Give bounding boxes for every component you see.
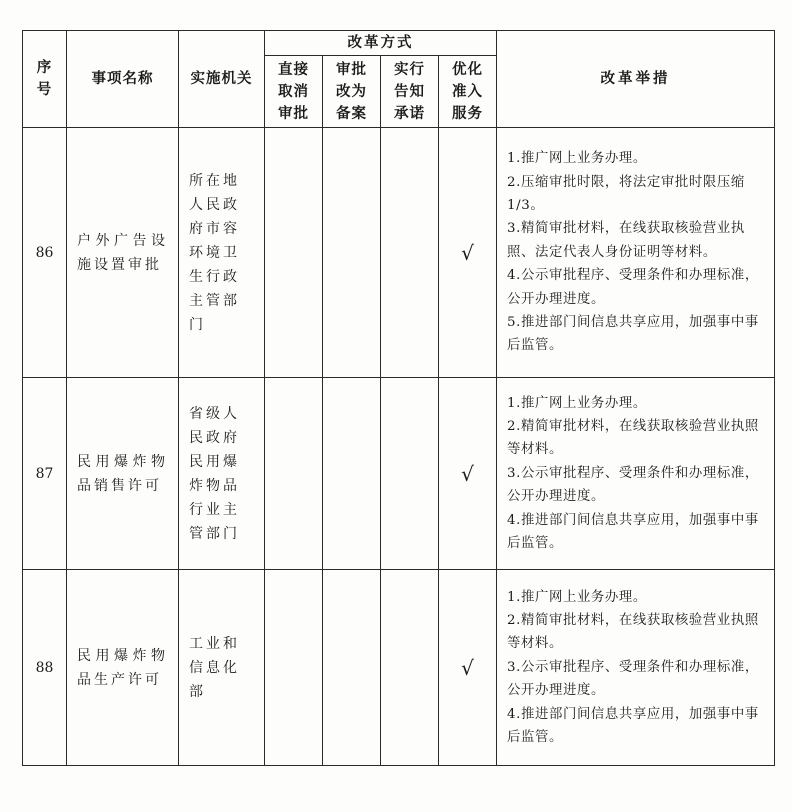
row-measures <box>497 378 775 570</box>
header-name: 事项名称 <box>67 31 179 128</box>
row-item-name: 民用爆炸物品销售许可 <box>67 378 179 570</box>
row-to-record <box>323 378 381 570</box>
table-row <box>23 378 775 570</box>
measure-item: 5.推进部门间信息共享应用，加强事中事后监管。 <box>507 315 759 354</box>
row-notify-commit <box>381 128 439 378</box>
row-measures <box>497 570 775 766</box>
row-to-record <box>323 570 381 766</box>
row-direct-cancel <box>265 378 323 570</box>
row-direct-cancel <box>265 570 323 766</box>
measure-item: 2.精简审批材料，在线获取核验营业执照等材料。 <box>507 612 759 652</box>
table-row <box>23 128 775 378</box>
header-to-record: 审批改为备案 <box>323 56 381 128</box>
measure-item: 1.推广网上业务办理。 <box>507 151 647 167</box>
header-reform-group: 改革方式 <box>265 31 497 56</box>
row-measures <box>497 128 775 378</box>
header-notify-commit: 实行告知承诺 <box>381 56 439 128</box>
row-org: 工业和信息化部 <box>179 570 265 766</box>
measure-item: 3.公示审批程序、受理条件和办理标准，公开办理进度。 <box>507 659 759 699</box>
measure-item: 4.推进部门间信息共享应用，加强事中事后监管。 <box>507 512 759 552</box>
measure-item: 1.推广网上业务办理。 <box>507 395 647 411</box>
row-org: 所在地人民政府市容环境卫生行政主管部门 <box>179 128 265 378</box>
row-direct-cancel <box>265 128 323 378</box>
row-notify-commit <box>381 570 439 766</box>
row-item-name: 民用爆炸物品生产许可 <box>67 570 179 766</box>
header-org: 实施机关 <box>179 31 265 128</box>
reform-table <box>22 30 775 766</box>
row-optimize-check: √ <box>439 128 497 378</box>
row-seq: 88 <box>23 570 67 766</box>
measure-item: 3.精简审批材料，在线获取核验营业执照、法定代表人身份证明等材料。 <box>507 221 745 260</box>
measure-item: 2.精简审批材料，在线获取核验营业执照等材料。 <box>507 418 759 458</box>
measure-item: 2.压缩审批时限，将法定审批时限压缩1/3。 <box>507 174 745 213</box>
measure-item: 3.公示审批程序、受理条件和办理标准，公开办理进度。 <box>507 465 759 505</box>
row-to-record <box>323 128 381 378</box>
row-org: 省级人民政府民用爆炸物品行业主管部门 <box>179 378 265 570</box>
measure-item: 1.推广网上业务办理。 <box>507 589 647 605</box>
header-optimize: 优化准入服务 <box>439 56 497 128</box>
row-seq: 87 <box>23 378 67 570</box>
header-seq: 序号 <box>23 31 67 128</box>
row-seq: 86 <box>23 128 67 378</box>
row-optimize-check: √ <box>439 570 497 766</box>
header-direct-cancel: 直接取消审批 <box>265 56 323 128</box>
table-row <box>23 570 775 766</box>
measure-item: 4.推进部门间信息共享应用，加强事中事后监管。 <box>507 706 759 746</box>
row-optimize-check: √ <box>439 378 497 570</box>
row-item-name: 户外广告设施设置审批 <box>67 128 179 378</box>
row-notify-commit <box>381 378 439 570</box>
measure-item: 4.公示审批程序、受理条件和办理标准，公开办理进度。 <box>507 268 759 307</box>
header-measures: 改革举措 <box>497 31 775 128</box>
